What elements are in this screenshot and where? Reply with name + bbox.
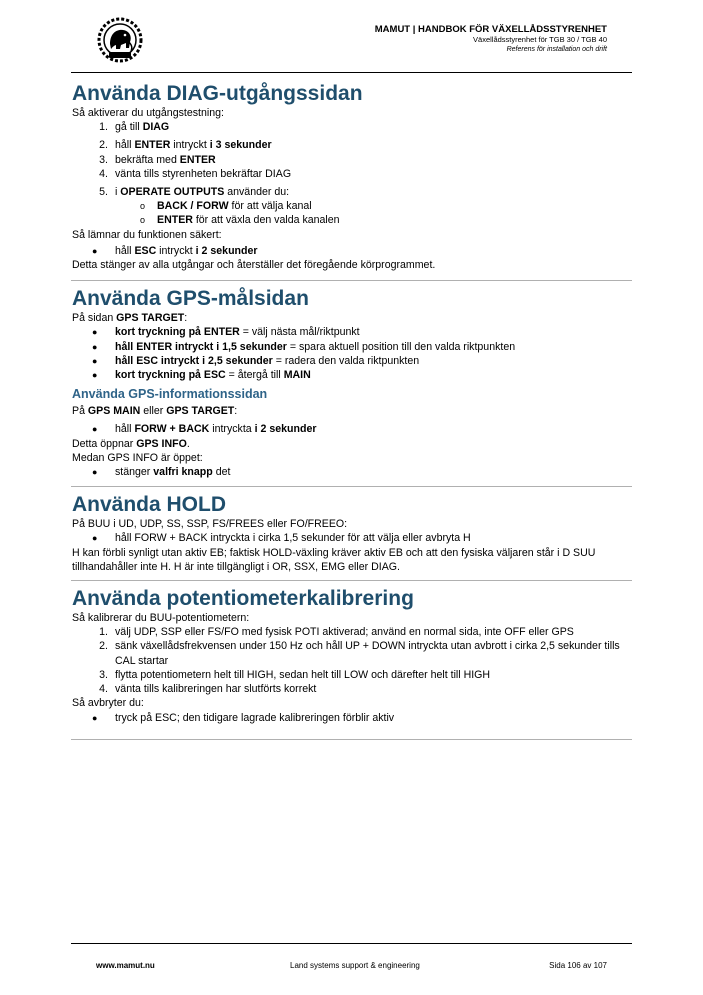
gps-info-intro: På GPS MAIN eller GPS TARGET:: [72, 405, 238, 418]
section-divider: [71, 486, 632, 487]
list-item: o ENTER för att växla den valda kanalen: [140, 214, 340, 227]
list-item: o BACK / FORW för att välja kanal: [140, 200, 312, 213]
footer-tagline: Land systems support & engineering: [290, 961, 420, 970]
gps-info-list: [72, 422, 632, 436]
gps-info-while-open: Medan GPS INFO är öppet:: [72, 451, 203, 464]
list-item: ● kort tryckning på ENTER = välj nästa mål/riktpunkt: [92, 326, 360, 339]
list-item: ● håll ENTER intryckt i 1,5 sekunder = spara aktuell position till den valda riktpunkten: [92, 340, 516, 353]
list-item: 1. gå till DIAG: [99, 121, 170, 134]
gps-target-list: [72, 325, 632, 382]
list-item: 3. flytta potentiometern helt till HIGH, sedan helt till LOW och därefter helt till HIGH: [99, 668, 491, 681]
hold-paragraph: H kan förbli synligt utan aktiv EB; faktisk HOLD-växling kräver aktiv EB och att den fysiska väljaren står i D SUU tillhandahåller inte H. H är inte tillgängligt i OR, SSX, EMG eller DIAG.: [72, 546, 596, 573]
gps-info-close-list: [72, 465, 632, 479]
hold-intro: På BUU i UD, UDP, SS, SSP, FS/FREES eller FO/FREEO:: [72, 518, 348, 531]
section-title-gps-target: Använda GPS-målsidan: [72, 287, 309, 311]
poti-steps-list: [72, 625, 632, 696]
gps-info-opens: Detta öppnar GPS INFO.: [72, 437, 190, 450]
poti-intro: Så kalibrerar du BUU-potentiometern:: [72, 612, 250, 625]
section-title-hold: Använda HOLD: [72, 493, 227, 517]
section-divider: [71, 739, 632, 740]
page-header: [375, 24, 607, 54]
diag-outro: Detta stänger av alla utgångar och återställer det föregående körprogrammet.: [72, 259, 436, 272]
list-item: ● kort tryckning på ESC = återgå till MAIN: [92, 369, 311, 382]
header-note: Referens för installation och drift: [506, 46, 607, 53]
diag-exit-list: [72, 244, 632, 258]
poti-abort-intro: Så avbryter du:: [72, 697, 144, 710]
list-item: ● tryck på ESC; den tidigare lagrade kalibreringen förblir aktiv: [92, 711, 395, 724]
diag-exit-intro: Så lämnar du funktionen säkert:: [72, 228, 222, 241]
section-divider: [71, 580, 632, 581]
list-item: ● håll FORW + BACK intryckta i 2 sekunder: [92, 423, 317, 436]
header-divider: [71, 72, 632, 73]
hold-list: [72, 531, 632, 545]
subsection-title-gps-info: Använda GPS-informationssidan: [72, 387, 268, 402]
list-item: 2. sänk växellådsfrekvensen under 150 Hz och håll UP + DOWN intryckta utan avbrott i cirka 2,5 sekunder tills CAL startar: [99, 640, 620, 667]
header-title: MAMUT | HANDBOK FÖR VÄXELLÅDSSTYRENHET: [374, 24, 607, 35]
diag-steps-list: [72, 120, 632, 199]
list-item: 5. i OPERATE OUTPUTS använder du:: [99, 186, 290, 199]
header-subtitle: Växellådsstyrenhet för TGB 30 / TGB 40: [473, 35, 607, 44]
list-item: 1. välj UDP, SSP eller FS/FO med fysisk POTI aktiverad; använd en normal sida, inte OFF eller GPS: [99, 626, 574, 639]
list-item: 4. vänta tills styrenheten bekräftar DIAG: [99, 167, 292, 180]
list-item: 2. håll ENTER intryckt i 3 sekunder: [99, 139, 272, 152]
mamut-seal-logo: [95, 17, 145, 63]
main-content: [72, 82, 632, 746]
gps-target-intro: På sidan GPS TARGET:: [72, 312, 188, 325]
operate-outputs-sublist: [72, 199, 632, 227]
list-item: 3. bekräfta med ENTER: [99, 153, 216, 166]
diag-intro: Så aktiverar du utgångstestning:: [72, 107, 224, 119]
footer-website: www.mamut.nu: [96, 961, 155, 970]
list-item: 4. vänta tills kalibreringen har slutförts korrekt: [99, 683, 317, 696]
section-divider: [71, 280, 632, 281]
footer-divider: [71, 943, 632, 944]
list-item: ● håll FORW + BACK intryckta i cirka 1,5 sekunder för att välja eller avbryta H: [92, 532, 471, 545]
poti-abort-list: [72, 711, 632, 725]
section-title-diag: Använda DIAG-utgångssidan: [72, 82, 363, 105]
footer-page-number: Sida 106 av 107: [549, 961, 607, 970]
list-item: ● håll ESC intryckt i 2,5 sekunder = radera den valda riktpunkten: [92, 354, 420, 367]
section-title-poti-calibration: Använda potentiometerkalibrering: [72, 587, 414, 611]
list-item: ● stänger valfri knapp det: [92, 466, 231, 479]
list-item: ● håll ESC intryckt i 2 sekunder: [92, 244, 258, 257]
